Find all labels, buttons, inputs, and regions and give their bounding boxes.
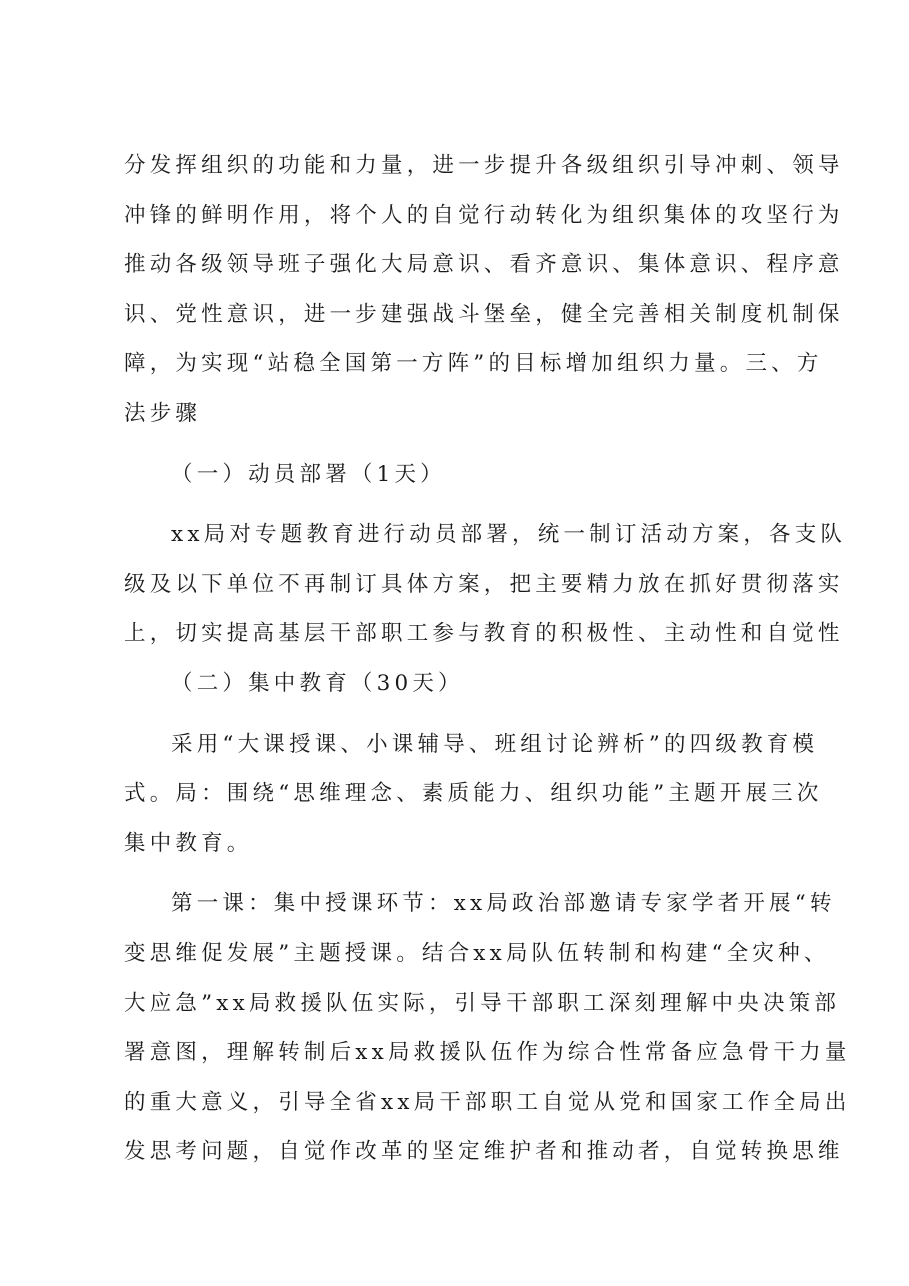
section-heading: （一）动员部署（1天） (171, 461, 446, 487)
text-line: 大应急”xx局救援队伍实际，引导干部职工深刻理解中央决策部 (124, 990, 841, 1016)
text-line: 识、党性意识，进一步建强战斗堡垒，健全完善相关制度机制保 (124, 301, 844, 327)
document-body (124, 141, 851, 1177)
text-line: 障，为实现“站稳全国第一方阵”的目标增加组织力量。三、方 (124, 351, 823, 377)
text-line: 上，切实提高基层干部职工参与教育的积极性、主动性和自觉性 (124, 621, 844, 647)
section-heading-education (124, 659, 808, 709)
paragraph-gap (124, 439, 808, 450)
text-line: 变思维促发展”主题授课。结合xx局队伍转制和构建“全灾种、 (124, 940, 830, 966)
paragraph-gap (124, 709, 808, 720)
text-line: xx局对专题教育进行动员部署，统一制订活动方案，各支队 (171, 522, 847, 548)
text-line: 级及以下单位不再制订具体方案，把主要精力放在抓好贯彻落实 (124, 571, 844, 597)
section-heading: （二）集中教育（30天） (171, 670, 464, 696)
paragraph-education-model (124, 720, 823, 869)
text-line: 法步骤 (124, 400, 202, 426)
text-line: 第一课：集中授课环节：xx局政治部邀请专家学者开展“转 (171, 891, 836, 917)
text-line: 冲锋的鲜明作用，将个人的自觉行动转化为组织集体的攻坚行为 (124, 202, 844, 228)
text-line: 的重大意义，引导全省xx局干部职工自觉从党和国家工作全局出 (124, 1089, 851, 1115)
paragraph-first-lesson (124, 879, 851, 1177)
text-line: 采用“大课授课、小课辅导、班组讨论辨析”的四级教育模 (171, 731, 819, 757)
text-line: 推动各级领导班子强化大局意识、看齐意识、集体意识、程序意 (124, 252, 844, 278)
text-line: 集中教育。 (124, 830, 253, 856)
text-line: 分发挥组织的功能和力量，进一步提升各级组织引导冲刺、领导 (124, 153, 844, 178)
paragraph-gap (124, 868, 808, 879)
text-line: 署意图，理解转制后xx局救援队伍作为综合性常备应急骨干力量 (124, 1040, 851, 1066)
paragraph-mobilization (124, 510, 847, 659)
paragraph-intro (124, 141, 844, 439)
text-line: 发思考问题，自觉作改革的坚定维护者和推动者，自觉转换思维 (124, 1139, 844, 1165)
text-line: 式。局：围绕“思维理念、素质能力、组织功能”主题开展三次 (124, 781, 823, 807)
section-heading-mobilization (124, 450, 808, 500)
paragraph-gap (124, 499, 808, 510)
